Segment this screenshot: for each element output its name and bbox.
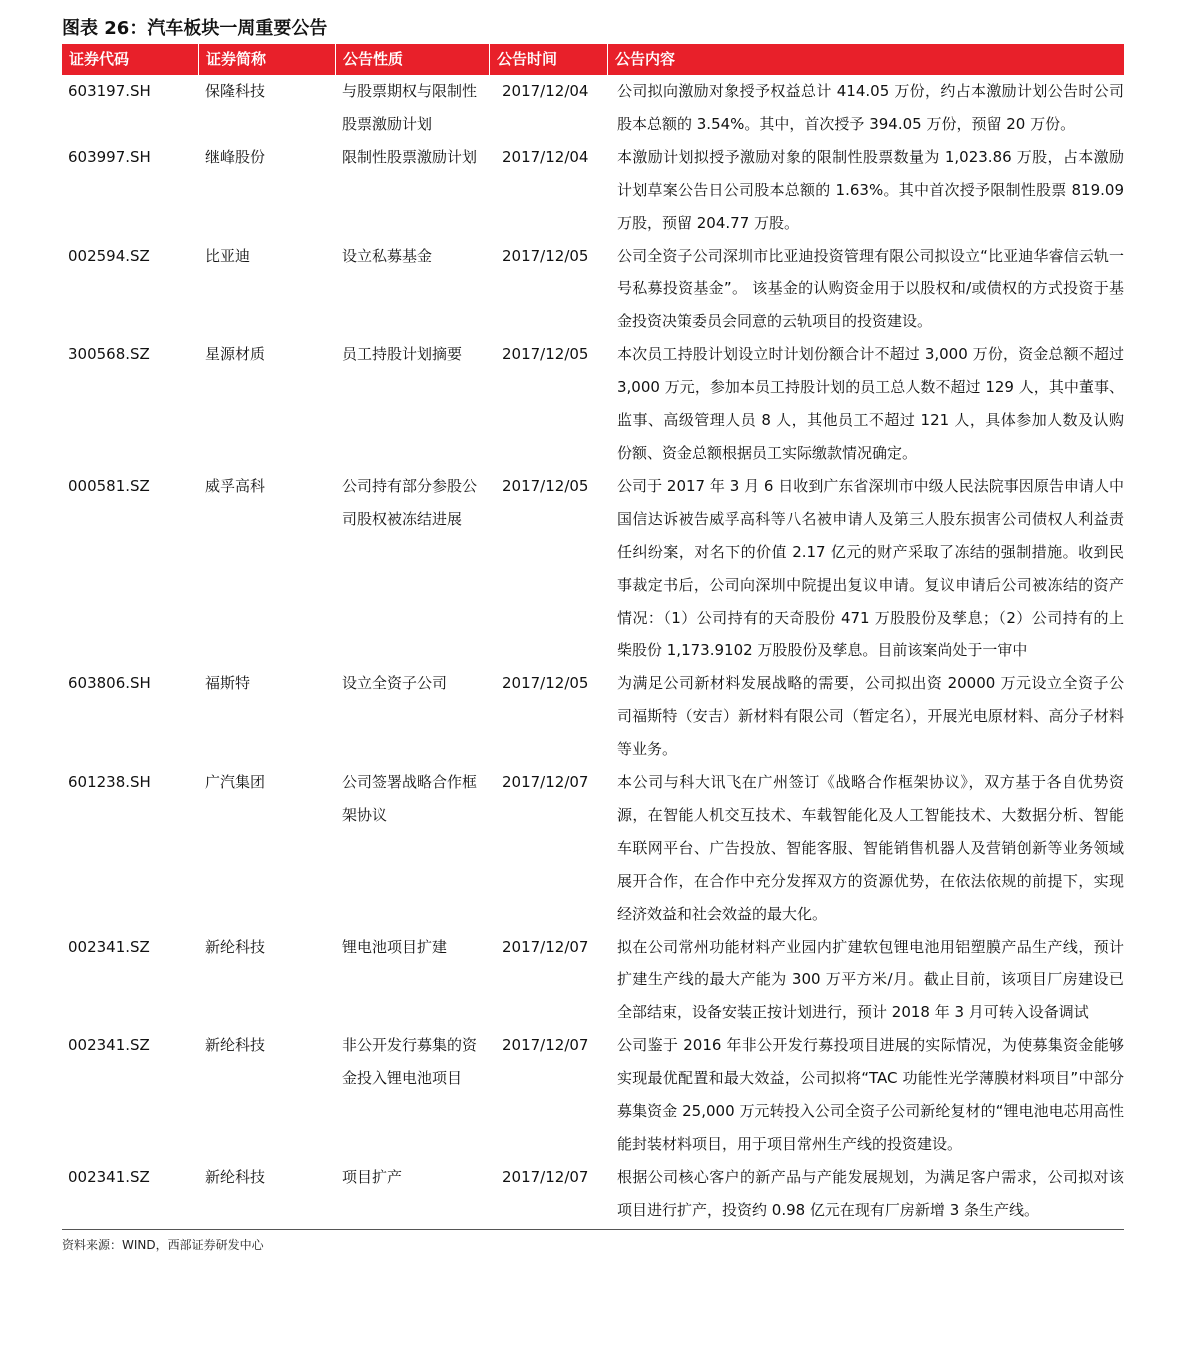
cell-content: 公司于 2017 年 3 月 6 日收到广东省深圳市中级人民法院事因原告申请人中国信达诉被告威孚高科等八名被申请人及第三人股东损害公司债权人利益责任纠纷案，对名下的价值 2.17 亿元的财产采取了冻结的强制措施。收到民事裁定书后，公司向深圳中院提出复议申请。复议申请后公司被冻结的资产情况：（1）公司持有的天奇股份 471 万股股份及孳息；（2）公司持有的上柴股份 1,173.9102 万股股份及孳息。目前该案尚处于一审中 — [617, 476, 1124, 660]
table-row — [62, 766, 1124, 931]
cell-name: 新纶科技 — [205, 1167, 266, 1186]
cell-name: 新纶科技 — [205, 1036, 266, 1055]
cell-name: 广汽集团 — [205, 773, 266, 792]
table-header — [62, 44, 1124, 75]
cell-code: 300568.SZ — [68, 345, 150, 364]
cell-content: 本激励计划拟授予激励对象的限制性股票数量为 1,023.86 万股，占本激励计划草案公告日公司股本总额的 1.63%。其中首次授予限制性股票 819.09 万股，预留 204.77 万股。 — [617, 147, 1124, 232]
cell-code: 603806.SH — [68, 674, 151, 693]
cell-code: 603997.SH — [68, 147, 151, 166]
table-row — [62, 931, 1124, 1030]
cell-type: 锂电池项目扩建 — [342, 937, 448, 956]
cell-name: 威孚高科 — [205, 476, 266, 495]
figure-title: 图表 26：汽车板块一周重要公告 — [62, 18, 328, 39]
cell-type: 设立全资子公司 — [342, 674, 448, 693]
document-page — [62, 14, 1124, 1256]
cell-date: 2017/12/04 — [502, 82, 589, 100]
table-row — [62, 240, 1124, 339]
cell-date: 2017/12/07 — [502, 1167, 589, 1186]
table-row — [62, 1029, 1124, 1161]
cell-content: 本公司与科大讯飞在广州签订《战略合作框架协议》，双方基于各自优势资源，在智能人机交互技术、车载智能化及人工智能技术、大数据分析、智能车联网平台、广告投放、智能客服、智能销售机器人及营销创新等业务领域展开合作，在合作中充分发挥双方的资源优势，在依法依规的前提下，实现经济效益和社会效益的最大化。 — [617, 773, 1124, 923]
cell-type: 项目扩产 — [342, 1167, 403, 1186]
cell-content: 根据公司核心客户的新产品与产能发展规划，为满足客户需求，公司拟对该项目进行扩产，投资约 0.98 亿元在现有厂房新增 3 条生产线。 — [617, 1167, 1124, 1219]
cell-code: 002341.SZ — [68, 1036, 150, 1055]
cell-content: 为满足公司新材料发展战略的需要，公司拟出资 20000 万元设立全资子公司福斯特（安吉）新材料有限公司（暂定名），开展光电原材料、高分子材料等业务。 — [617, 674, 1124, 759]
table-row — [62, 75, 1124, 141]
cell-code: 002341.SZ — [68, 937, 150, 956]
cell-type: 限制性股票激励计划 — [342, 147, 478, 166]
cell-content: 公司拟向激励对象授予权益总计 414.05 万份，约占本激励计划公告时公司股本总额的 3.54%。其中，首次授予 394.05 万份，预留 20 万份。 — [617, 82, 1124, 133]
table-bottom-rule — [62, 1229, 1124, 1230]
cell-date: 2017/12/07 — [502, 1036, 589, 1055]
cell-type: 非公开发行募集的资金投入锂电池项目 — [342, 1036, 478, 1088]
table-row — [62, 667, 1124, 766]
header-date: 公告时间 — [490, 44, 608, 75]
cell-code: 603197.SH — [68, 82, 151, 100]
cell-name: 星源材质 — [205, 345, 266, 364]
cell-type: 公司持有部分参股公司股权被冻结进展 — [342, 476, 478, 528]
cell-date: 2017/12/05 — [502, 674, 589, 693]
table-row — [62, 470, 1124, 667]
header-content: 公告内容 — [615, 50, 676, 68]
cell-name: 福斯特 — [205, 674, 251, 693]
cell-code: 601238.SH — [68, 773, 151, 792]
cell-type: 员工持股计划摘要 — [342, 345, 463, 364]
cell-content: 拟在公司常州功能材料产业园内扩建软包锂电池用铝塑膜产品生产线，预计扩建生产线的最大产能为 300 万平方米/月。截止目前，该项目厂房建设已全部结束，设备安装正按计划进行，预计 2018 年 3 月可转入设备调试 — [617, 937, 1124, 1022]
cell-date: 2017/12/07 — [502, 773, 589, 792]
table-row — [62, 338, 1124, 470]
cell-content: 公司鉴于 2016 年非公开发行募投项目进展的实际情况，为使募集资金能够实现最优配置和最大效益，公司拟将“TAC 功能性光学薄膜材料项目”中部分募集资金 25,000 万元转投入公司全资子公司新纶复材的“锂电池电芯用高性能封装材料项目，用于项目常州生产线的投资建设。 — [617, 1036, 1124, 1153]
cell-name: 保隆科技 — [205, 82, 266, 100]
source-note: 资料来源：WIND，西部证券研发中心 — [62, 1237, 264, 1252]
header-name: 证券简称 — [199, 44, 336, 75]
table-row — [62, 141, 1124, 240]
cell-name: 继峰股份 — [205, 147, 266, 166]
cell-date: 2017/12/07 — [502, 937, 589, 956]
cell-content: 公司全资子公司深圳市比亚迪投资管理有限公司拟设立“比亚迪华睿信云轨一号私募投资基金”。 该基金的认购资金用于以股权和/或债权的方式投资于基金投资决策委员会同意的云轨项目的投资建设。 — [617, 246, 1124, 331]
table-body — [62, 75, 1124, 1227]
cell-content: 本次员工持股计划设立时计划份额合计不超过 3,000 万份，资金总额不超过 3,000 万元，参加本员工持股计划的员工总人数不超过 129 人，其中董事、监事、高级管理人员 8 人，其他员工不超过 121 人，具体参加人数及认购份额、资金总额根据员工实际缴款情况确定。 — [617, 345, 1124, 462]
cell-code: 002594.SZ — [68, 246, 150, 265]
cell-date: 2017/12/05 — [502, 246, 589, 265]
cell-name: 比亚迪 — [205, 246, 251, 265]
cell-code: 000581.SZ — [68, 476, 150, 495]
cell-name: 新纶科技 — [205, 937, 266, 956]
table-row — [62, 1161, 1124, 1227]
cell-type: 与股票期权与限制性股票激励计划 — [342, 82, 478, 133]
header-type: 公告性质 — [336, 44, 490, 75]
cell-code: 002341.SZ — [68, 1167, 150, 1186]
cell-date: 2017/12/05 — [502, 476, 589, 495]
header-code: 证券代码 — [62, 44, 199, 75]
cell-type: 设立私募基金 — [342, 246, 433, 265]
cell-date: 2017/12/04 — [502, 147, 589, 166]
cell-date: 2017/12/05 — [502, 345, 589, 364]
cell-type: 公司签署战略合作框架协议 — [342, 773, 478, 824]
